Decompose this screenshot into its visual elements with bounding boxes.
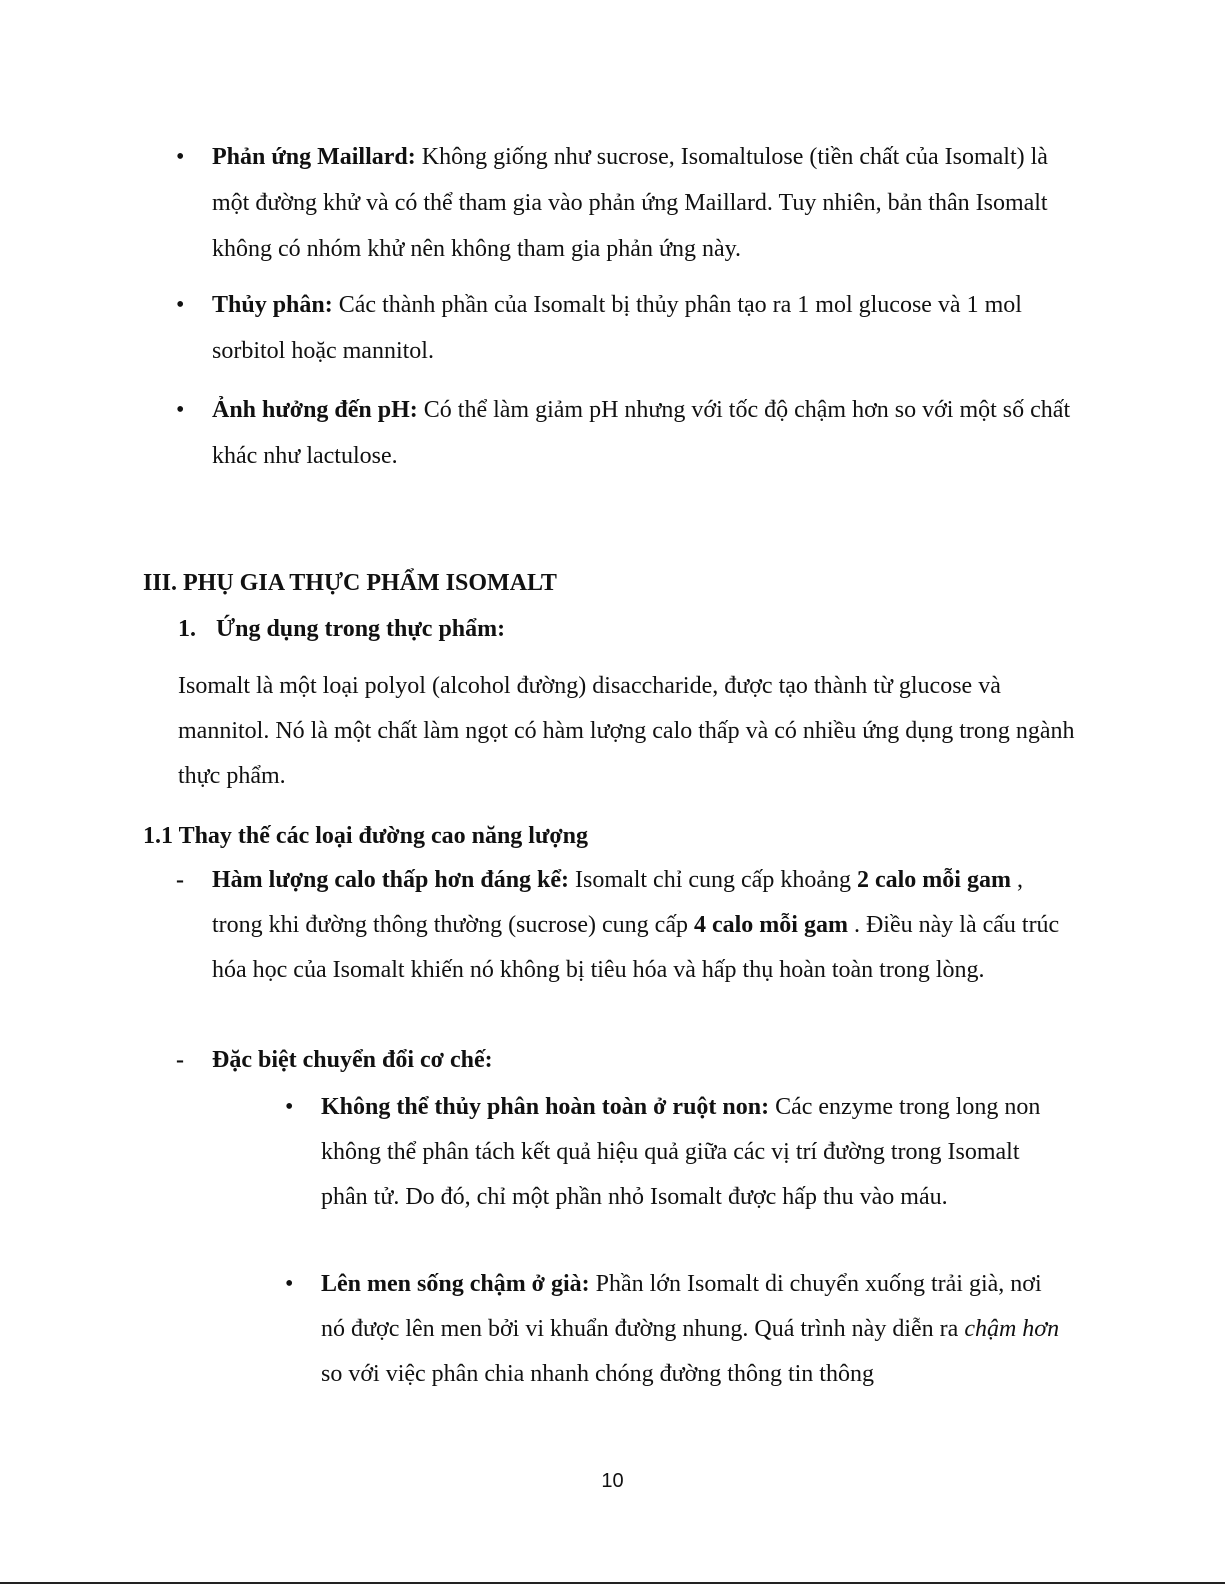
bullet-marker: • [176,144,185,170]
item-label: Đặc biệt chuyển đổi cơ chế: [212,1047,493,1073]
bullet-marker: • [176,292,185,318]
item-text: Phần lớn Isomalt di chuyển xuống trải già, nơi nó được lên men bởi vi khuẩn đường nhung. Quá trình này diễn ra [321,1271,1042,1342]
dash-item [176,1038,1062,1083]
bullet-marker: • [176,397,185,423]
page-divider [0,1582,1225,1584]
item-label: Không thể thủy phân hoàn toàn ở ruột non: [321,1094,770,1120]
list-item [176,134,1072,272]
list-item [176,387,1072,479]
highlight-value: 2 calo mỗi gam [856,867,1011,893]
item-text: Các enzyme trong long non không thể phân tách kết quả hiệu quả giữa các vị trí đường trong Isomalt phân tử. Do đó, chỉ một phần nhỏ Isomalt được hấp thu vào máu. [321,1094,1041,1210]
item-label: Ảnh hưởng đến pH: [212,397,418,423]
subsection-title [178,616,505,643]
highlight-value: 4 calo mỗi gam [693,912,848,938]
dash-item [176,858,1062,993]
dash-marker: - [176,1047,184,1073]
item-label: Lên men sống chậm ở già: [321,1271,590,1297]
subsection-label: Ứng dụng trong thực phẩm: [216,616,506,642]
item-text: Có thể làm giảm pH nhưng với tốc độ chậm hơn so với một số chất khác như lactulose. [212,397,1071,469]
list-item [176,282,1072,374]
intro-paragraph: Isomalt là một loại polyol (alcohol đường) disaccharide, được tạo thành từ glucose và mannitol. Nó là một chất làm ngọt có hàm lượng calo thấp và có nhiều ứng dụng trong ngành thực phẩm. [178,673,1075,789]
list-item [285,1262,1066,1397]
item-text: Các thành phần của Isomalt bị thủy phân tạo ra 1 mol glucose và 1 mol sorbitol hoặc mannitol. [212,292,1022,364]
subsection-heading: 1.1 Thay thế các loại đường cao năng lượng [143,823,588,849]
item-text: , trong khi đường thông thường (sucrose) cung cấp [212,867,1023,938]
section-title: III. PHỤ GIA THỰC PHẨM ISOMALT [143,570,557,596]
item-text: so với việc phân chia nhanh chóng đường thông tin thông [321,1361,874,1387]
page-number: 10 [601,1470,624,1492]
dash-marker: - [176,867,184,893]
bullet-marker: • [285,1271,294,1297]
item-text: Isomalt chỉ cung cấp khoảng [569,867,857,893]
item-text: Không giống như sucrose, Isomaltulose (tiền chất của Isomalt) là một đường khử và có thể tham gia vào phản ứng Maillard. Tuy nhiên, bản thân Isomalt không có nhóm khử nên không tham gia phản ứng này. [212,144,1048,262]
item-label: Hàm lượng calo thấp hơn đáng kể: [212,867,570,893]
item-label: Phản ứng Maillard: [212,144,416,170]
bullet-marker: • [285,1094,294,1120]
item-label: Thủy phân: [212,292,333,318]
italic-text: chậm hơn [964,1316,1060,1342]
list-item [285,1085,1066,1220]
subsection-number: 1. [178,616,196,642]
item-text: . Điều này là cấu trúc hóa học của Isomalt khiến nó không bị tiêu hóa và hấp thụ hoàn toàn trong lòng. [212,912,1060,983]
